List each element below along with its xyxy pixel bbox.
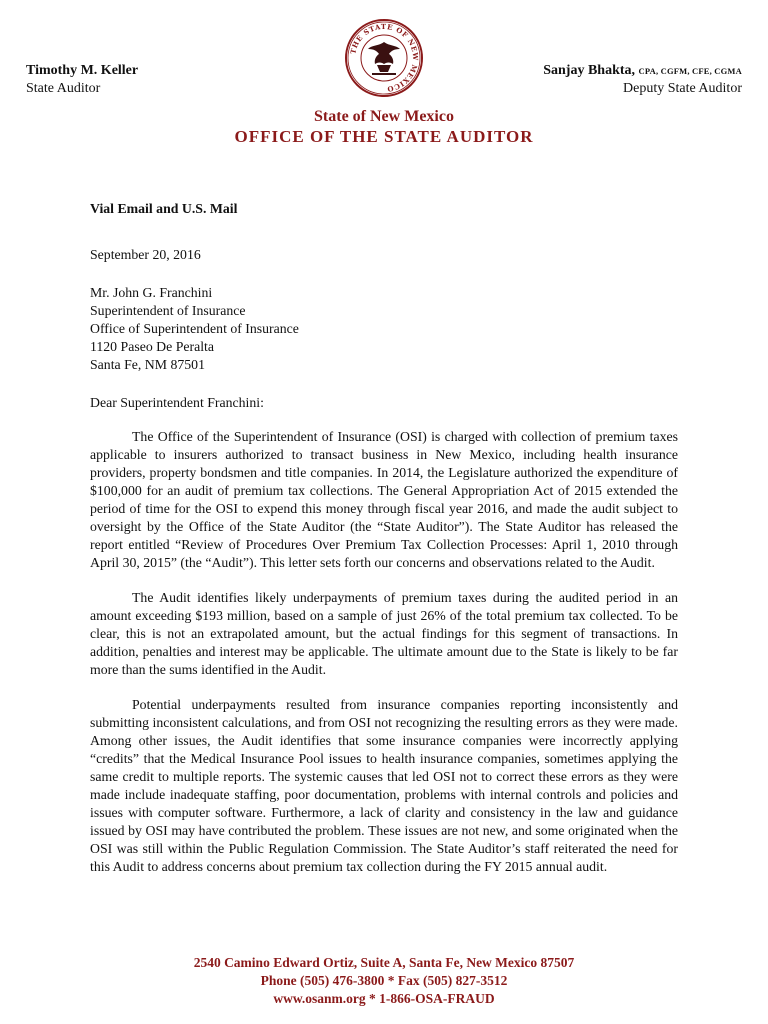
seal-emblem-icon	[344, 18, 424, 98]
footer-phone-fax: Phone (505) 476-3800 * Fax (505) 827-3512	[260, 973, 508, 988]
state-auditor-name: Timothy M. Keller	[26, 63, 139, 78]
footer-web-hotline: www.osanm.org * 1-866-OSA-FRAUD	[273, 991, 495, 1006]
letterhead-office: OFFICE OF THE STATE AUDITOR	[234, 127, 534, 146]
letterhead-state: State of New Mexico	[314, 108, 454, 125]
deputy-auditor-name: Sanjay Bhakta,	[543, 63, 636, 78]
salutation: Dear Superintendent Franchini:	[90, 395, 264, 410]
body-paragraph: Potential underpayments resulted from insurance companies reporting inconsistently and submitting inconsistent calculations, and from OSI not recognizing the resulting errors as they were made. Among other issues, the Audit identifies that some insurance companies were incorrectly applying “credits” that the Medical Insurance Pool issues to health insurance companies, sometimes applying the same credit to multiple reports. The systemic causes that led OSI not to correct these errors as they were made include inadequate staffing, poor documentation, problems with internal controls and policies and issues with computer software. Furthermore, a lack of clarity and consistency in the law and guidance issued by OSI may have contributed the problem. These issues are not new, and some originated when the OSI was still within the Public Regulation Commission. The State Auditor’s staff reiterated the need for this Audit to address concerns about premium tax collection during the FY 2015 annual audit.	[90, 697, 678, 874]
letter-body	[90, 200, 678, 893]
delivery-method: Vial Email and U.S. Mail	[90, 201, 238, 216]
seal-text: THE STATE OF NEW MEXICO	[348, 21, 421, 94]
address-line: Santa Fe, NM 87501	[90, 357, 205, 372]
address-line: Office of Superintendent of Insurance	[90, 321, 299, 336]
address-line: Superintendent of Insurance	[90, 303, 246, 318]
letter-date: September 20, 2016	[90, 247, 201, 262]
address-line: Mr. John G. Franchini	[90, 285, 213, 300]
state-seal	[344, 18, 424, 98]
deputy-auditor-block	[543, 62, 742, 98]
address-line: 1120 Paseo De Peralta	[90, 339, 215, 354]
state-auditor-block	[26, 62, 138, 98]
state-auditor-title: State Auditor	[26, 81, 101, 96]
footer-address: 2540 Camino Edward Ortiz, Suite A, Santa Fe, New Mexico 87507	[193, 955, 575, 970]
body-paragraph: The Audit identifies likely underpayments of premium taxes during the audited period in an amount exceeding $193 million, based on a sample of just 26% of the total premium tax collected. To be clear, this is not an extrapolated amount, but the actual findings for this segment of transactions. In addition, penalties and interest may be applicable. The ultimate amount due to the State is likely to be far more than the sums identified in the Audit.	[90, 590, 678, 677]
deputy-auditor-credentials: CPA, CGFM, CFE, CGMA	[638, 66, 742, 76]
letterhead-footer	[0, 954, 768, 1008]
recipient-address	[90, 284, 678, 374]
body-paragraph: The Office of the Superintendent of Insurance (OSI) is charged with collection of premium taxes applicable to insurers authorized to transact business in New Mexico, including health insurance providers, property bondsmen and title companies. In 2014, the Legislature authorized the expenditure of $100,000 for an audit of premium tax collections. The General Appropriation Act of 2015 extended the period of time for the OSI to expend this money through fiscal year 2016, and made the audit subject to oversight by the Office of the State Auditor (the “State Auditor”). The State Auditor has released the report entitled “Review of Procedures Over Premium Tax Collection Processes: April 1, 2010 through April 30, 2015” (the “Audit”). This letter sets forth our concerns and observations related to the Audit.	[90, 429, 678, 570]
deputy-auditor-title: Deputy State Auditor	[623, 81, 742, 96]
